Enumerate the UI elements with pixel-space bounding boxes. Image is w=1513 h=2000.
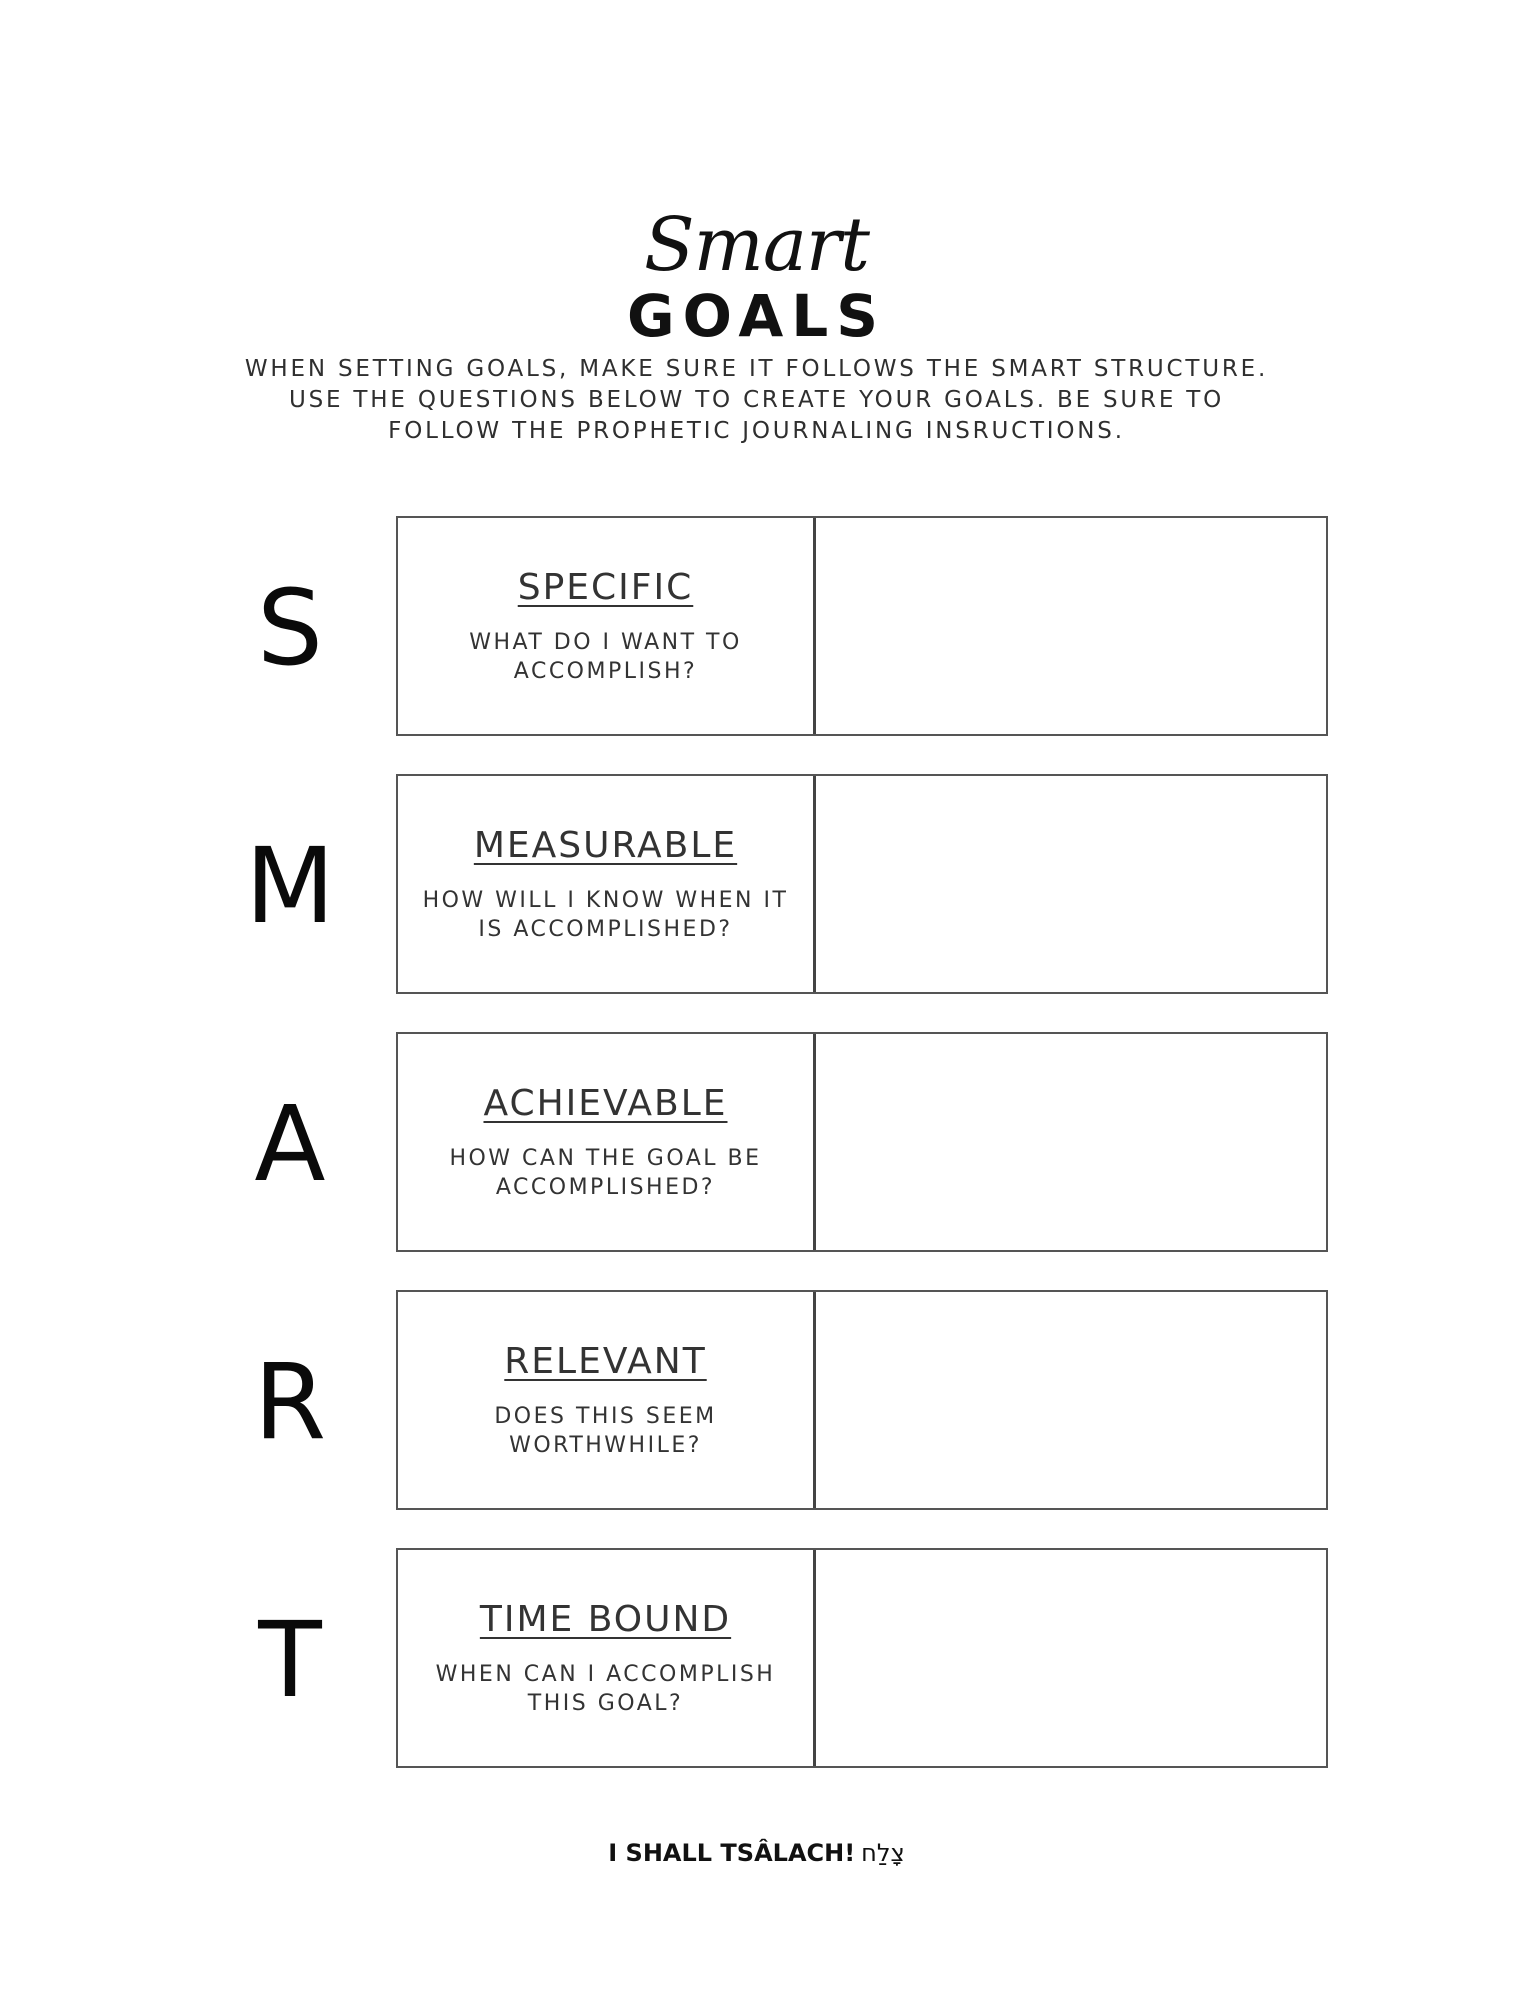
goal-question-line: WORTHWHILE? xyxy=(509,1433,702,1458)
goal-letter: S xyxy=(256,567,323,689)
goal-question-line: WHAT DO I WANT TO xyxy=(469,630,742,655)
intro-line: FOLLOW THE PROPHETIC JOURNALING INSRUCTIONS. xyxy=(388,418,1125,444)
intro-line: WHEN SETTING GOALS, MAKE SURE IT FOLLOWS THE SMART STRUCTURE. xyxy=(244,356,1269,382)
goal-question-line: WHEN CAN I ACCOMPLISH xyxy=(435,1662,776,1687)
goal-letter: R xyxy=(253,1341,327,1463)
goal-heading: MEASURABLE xyxy=(473,825,738,866)
goal-label-cell xyxy=(398,1034,816,1250)
goal-box xyxy=(396,774,1328,994)
goal-letter: M xyxy=(245,825,335,947)
goal-answer-field-measurable[interactable] xyxy=(816,776,1326,992)
footer-hebrew: צָלַח xyxy=(861,1839,905,1867)
goal-label-cell xyxy=(398,1550,816,1766)
goal-row-time-bound xyxy=(0,1548,1513,1772)
goal-question xyxy=(406,1144,806,1202)
page-title: GOALS xyxy=(627,282,886,350)
goal-label-cell xyxy=(398,518,816,734)
goal-box xyxy=(396,1032,1328,1252)
goal-question xyxy=(406,628,806,686)
goal-question-line: ACCOMPLISHED? xyxy=(495,1175,716,1200)
goal-heading: ACHIEVABLE xyxy=(483,1083,728,1124)
goal-label-cell xyxy=(398,1292,816,1508)
goal-answer-field-relevant[interactable] xyxy=(816,1292,1326,1508)
goal-question xyxy=(406,1660,806,1718)
goal-question-line: HOW CAN THE GOAL BE xyxy=(449,1146,762,1171)
goal-row-achievable xyxy=(0,1032,1513,1256)
goal-row-measurable xyxy=(0,774,1513,998)
goal-letter: A xyxy=(254,1083,326,1205)
goal-box xyxy=(396,1548,1328,1768)
footer xyxy=(0,1838,1513,1868)
goal-row-specific xyxy=(0,516,1513,740)
goal-box xyxy=(396,1290,1328,1510)
goal-heading: SPECIFIC xyxy=(517,567,694,608)
goal-question xyxy=(406,886,806,944)
goal-answer-field-achievable[interactable] xyxy=(816,1034,1326,1250)
goal-question-line: IS ACCOMPLISHED? xyxy=(478,917,733,942)
goal-question-line: DOES THIS SEEM xyxy=(494,1404,717,1429)
script-title: Smart xyxy=(643,202,870,288)
footer-text: I SHALL TSÂLACH! xyxy=(608,1839,856,1867)
goal-question-line: ACCOMPLISH? xyxy=(513,659,698,684)
goal-row-relevant xyxy=(0,1290,1513,1514)
goal-box xyxy=(396,516,1328,736)
goal-label-cell xyxy=(398,776,816,992)
goal-heading: TIME BOUND xyxy=(479,1599,732,1640)
intro-text xyxy=(150,354,1363,447)
goal-question xyxy=(406,1402,806,1460)
goal-question-line: HOW WILL I KNOW WHEN IT xyxy=(422,888,789,913)
goal-letter: T xyxy=(258,1599,322,1721)
goal-answer-field-time-bound[interactable] xyxy=(816,1550,1326,1766)
goal-question-line: THIS GOAL? xyxy=(527,1691,684,1716)
goal-answer-field-specific[interactable] xyxy=(816,518,1326,734)
goal-heading: RELEVANT xyxy=(504,1341,707,1382)
intro-line: USE THE QUESTIONS BELOW TO CREATE YOUR GOALS. BE SURE TO xyxy=(288,387,1225,413)
